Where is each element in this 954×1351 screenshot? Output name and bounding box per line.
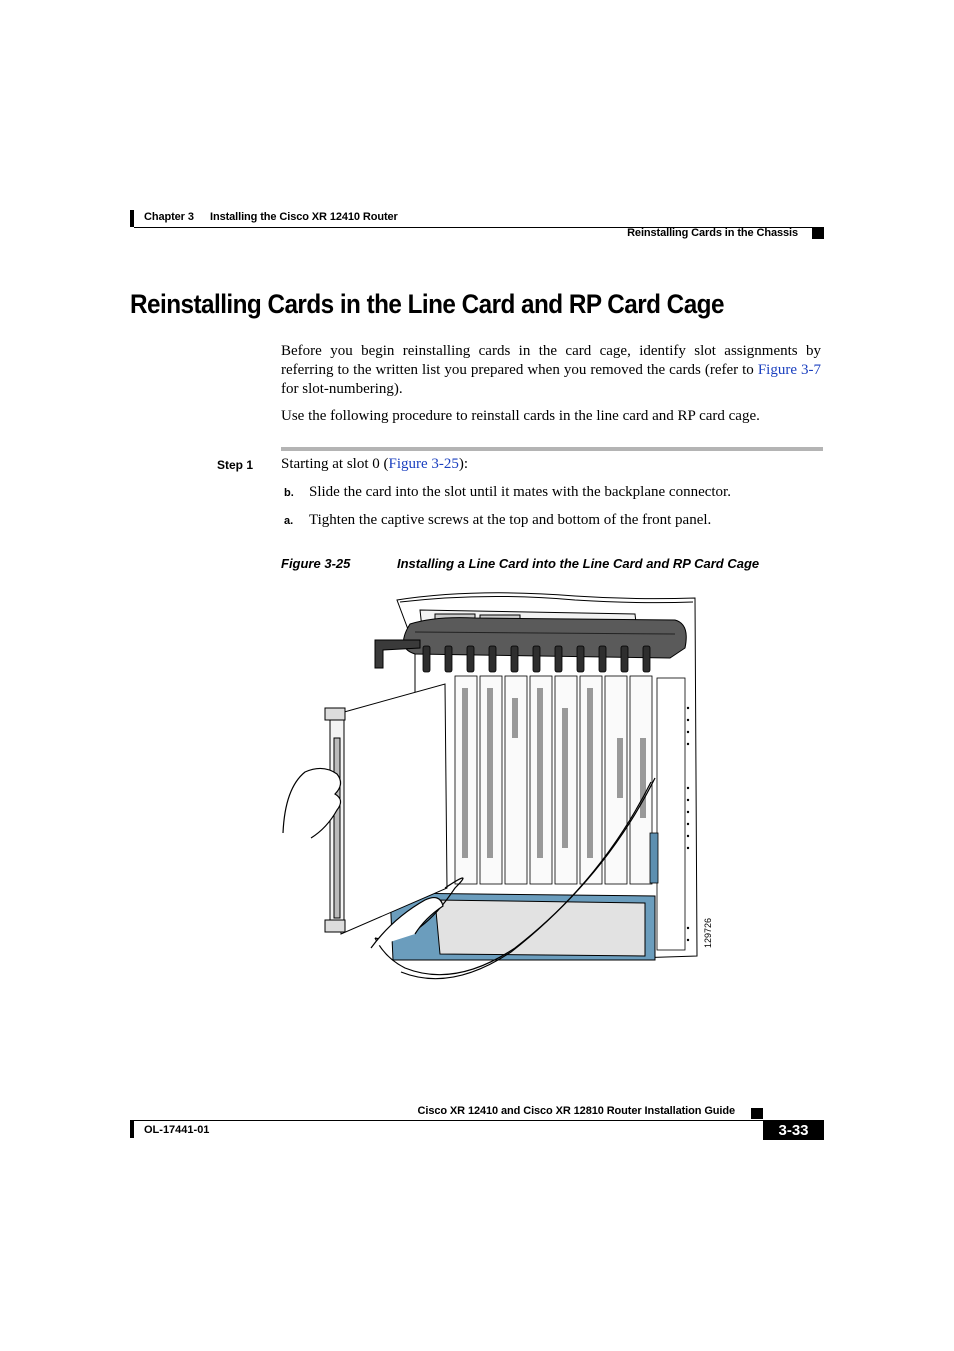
figure-title: Installing a Line Card into the Line Card and RP Card Cage — [397, 556, 760, 571]
intro-paragraph — [281, 342, 821, 399]
procedure-paragraph: Use the following procedure to reinstall cards in the line card and RP card cage. — [281, 408, 760, 424]
figure-3-25-link[interactable]: Figure 3-25 — [388, 456, 459, 472]
footer-rule — [134, 1120, 824, 1121]
header-bar — [130, 210, 134, 227]
step-text — [281, 455, 468, 474]
header-chapter: Chapter 3 — [144, 211, 194, 223]
figure-number: Figure 3-25 — [281, 556, 351, 571]
footer-guide-title: Cisco XR 12410 and Cisco XR 12810 Router Installation Guide — [417, 1105, 735, 1117]
page-number: 3-33 — [763, 1121, 824, 1140]
figure-art-id: 129726 — [703, 917, 713, 948]
substep-text: Slide the card into the slot until it mates with the backplane connector. — [309, 484, 731, 500]
substep-label: b. — [284, 487, 294, 499]
step-text-after: ): — [458, 456, 469, 472]
intro-text-before: Before you begin reinstalling cards in the card cage, identify slot assignments by referring to the written list you prepared when you removed the cards (refer to — [281, 343, 821, 378]
procedure-rule — [281, 447, 823, 451]
header-chapter-title: Installing the Cisco XR 12410 Router — [210, 211, 398, 223]
substep-text: Tighten the captive screws at the top and bottom of the front panel. — [309, 512, 712, 528]
header-square — [812, 228, 824, 239]
step-label: Step 1 — [217, 458, 254, 472]
footer-doc-number: OL-17441-01 — [144, 1124, 210, 1136]
intro-text-after: for slot-numbering). — [281, 381, 403, 397]
step-text-before: Starting at slot 0 ( — [281, 456, 389, 472]
line-card-installation-illustration — [275, 588, 725, 996]
figure-3-7-link[interactable]: Figure 3-7 — [757, 362, 821, 378]
page-title: Reinstalling Cards in the Line Card and RP Card Cage — [130, 289, 724, 319]
footer-square — [751, 1108, 763, 1119]
footer-bar — [130, 1120, 134, 1138]
substep-label: a. — [284, 515, 294, 527]
header-section-title: Reinstalling Cards in the Chassis — [627, 227, 798, 239]
